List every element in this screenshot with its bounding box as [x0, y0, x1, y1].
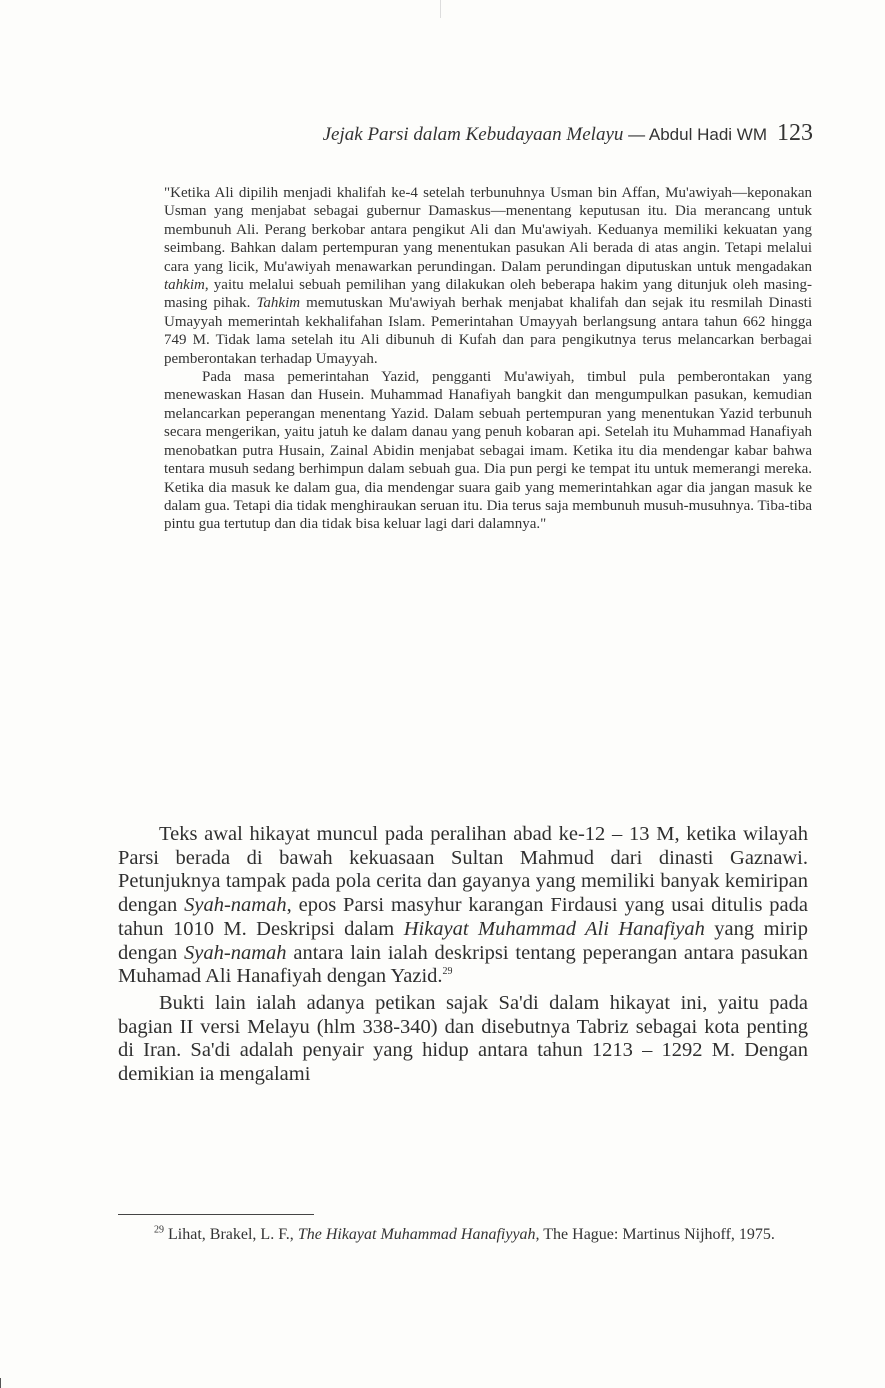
scan-mark-bottom [0, 1378, 1, 1388]
body-text: antara lain ialah deskripsi tentang peperangan antara pasukan Muhamad Ali Hanafiyah dengan Yazid. [118, 941, 808, 988]
book-title: Jejak Parsi dalam Kebudayaan Melayu [322, 124, 624, 145]
footnote [118, 1225, 810, 1245]
footnote-number: 29 [154, 1224, 164, 1236]
body-paragraph-2: Bukti lain ialah adanya petikan sajak Sa'di dalam hikayat ini, yaitu pada bagian II versi Melayu (hlm 338-340) dan disebutnya Tabriz sebagai kota penting di Iran. Sa'di adalah penyair yang hidup antara tahun 1213 – 1292 M. Dengan demikian ia mengalami [118, 991, 808, 1086]
footnote-divider [118, 1214, 314, 1215]
italic-title: Hikayat Muhammad Ali Hanafiyah [403, 917, 705, 940]
author-name: Abdul Hadi WM [648, 125, 767, 144]
block-quote [164, 184, 812, 534]
italic-title: Syah-namah [184, 941, 287, 964]
footnote-text: The Hague: Martinus Nijhoff, 1975. [539, 1226, 775, 1243]
quote-paragraph-1 [164, 184, 812, 368]
quote-text: "Ketika Ali dipilih menjadi khalifah ke-4 setelah terbunuhnya Usman bin Affan, Mu'awiyah—keponakan Usman yang menjabat sebagai gubernur Damaskus—menentang keputusan itu. Dia merancang untuk membunuh Ali. Perang berkobar antara pengikut Ali dan Mu'awiyah. Keduanya memiliki kekuatan yang seimbang. Bahkan dalam pertempuran yang menentukan pasukan Ali berada di atas angin. Tetapi melalui cara yang licik, Mu'awiyah menawarkan perundingan. Dalam perundingan diputuskan untuk mengadakan [164, 185, 812, 275]
body-text: yang mirip dengan [118, 917, 808, 964]
footnote-italic-title: The Hikayat Muhammad Hanafiyyah, [297, 1226, 540, 1243]
header-separator: — [623, 125, 649, 144]
footnote-reference[interactable]: 29 [442, 966, 453, 978]
footnote-text: Lihat, Brakel, L. F., [164, 1226, 298, 1243]
quote-text: memutuskan Mu'awiyah berhak menjabat khalifah dan sejak itu resmilah Dinasti Umayyah memerintah kekhalifahan Islam. Pemerintahan Umayyah berlangsung antara tahun 662 hingga 749 M. Tidak lama setelah itu Ali dibunuh di Kufah dan para pengikutnya terus melancarkan berbagai pemberontakan terhadap Umayyah. [164, 295, 812, 367]
scan-mark-top [440, 0, 441, 18]
body-paragraph-1 [118, 823, 808, 989]
quote-paragraph-2: Pada masa pemerintahan Yazid, pengganti Mu'awiyah, timbul pula pemberontakan yang menewaskan Hasan dan Husein. Muhammad Hanafiyah bangkit dan mengumpulkan pasukan, kemudian melancarkan peperangan menentang Yazid. Dalam sebuah pertempuran yang menentukan Yazid terbunuh secara mengerikan, yaitu jatuh ke dalam danau yang penuh kobaran api. Setelah itu Muhammad Hanafiyah menobatkan putra Husain, Zainal Abidin menjabat sebagai imam. Ketika itu dia mendengar kabar bahwa tentara musuh sedang berhimpun dalam sebuah gua. Dia pun pergi ke tempat itu untuk memerangi mereka. Ketika dia masuk ke dalam gua, dia mendengar suara gaib yang memerintahkan agar dia jangan masuk ke dalam gua. Tetapi dia tidak menghiraukan seruan itu. Dia terus saja membunuh musuh-musuhnya. Tiba-tiba pintu gua tertutup dan dia tidak bisa keluar lagi dari dalamnya." [164, 369, 812, 533]
main-body [118, 823, 808, 1087]
body-text: , epos Parsi masyhur karangan Firdausi yang usai ditulis pada tahun 1010 M. Deskripsi dalam [118, 894, 808, 940]
quote-text: , yaitu melalui sebuah pemilihan yang dilakukan oleh beberapa hakim yang ditunjuk oleh masing-masing pihak. [164, 277, 812, 312]
running-header [0, 120, 813, 147]
quote-italic-term: Tahkim [256, 295, 301, 312]
italic-title: Syah-namah [184, 894, 287, 917]
body-text: Teks awal hikayat muncul pada peralihan abad ke-12 – 13 M, ketika wilayah Parsi berada di bawah kekuasaan Sultan Mahmud dari dinasti Gaznawi. Petunjuknya tampak pada pola cerita dan gayanya yang memiliki banyak kemiripan dengan [118, 823, 808, 917]
page-number: 123 [777, 120, 813, 146]
quote-italic-term: tahkim [164, 277, 205, 294]
